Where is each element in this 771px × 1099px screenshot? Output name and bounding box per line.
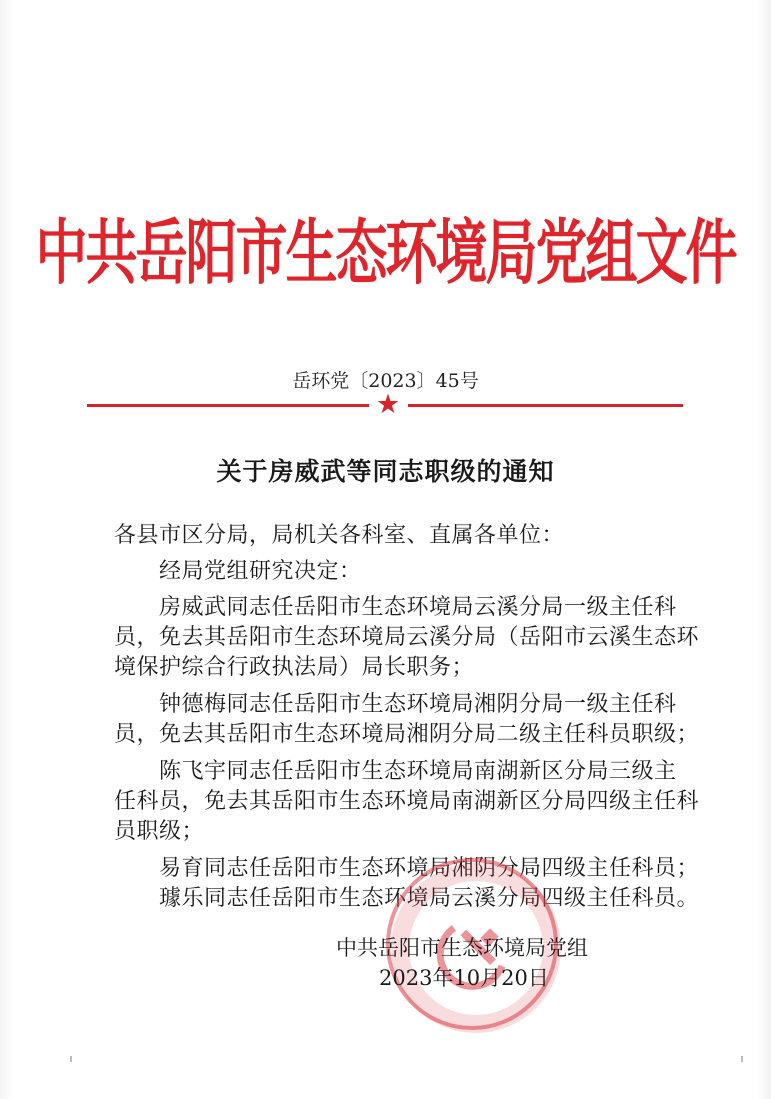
intro-line: 经局党组研究决定： [159, 559, 362, 584]
addressee: 各县市区分局，局机关各科室、直属各单位： [114, 523, 565, 548]
document-header-title: 中共岳阳市生态环境局党组文件 [35, 213, 736, 295]
paragraph-line: 易育同志任岳阳市生态环境局湘阴分局四级主任科员； [159, 856, 700, 881]
paragraph-line: 员，免去其岳阳市生态环境局云溪分局（岳阳市云溪生态环 [114, 625, 700, 650]
paragraph-line: 陈飞宇同志任岳阳市生态环境局南湖新区分局三级主 [159, 759, 677, 784]
red-divider-right [408, 404, 683, 407]
paragraph-line: 任科员，免去其岳阳市生态环境局南湖新区分局四级主任科 [114, 789, 700, 814]
paragraph-line: 钟德梅同志任岳阳市生态环境局湘阴分局一级主任科 [159, 692, 677, 717]
paragraph-line: 房威武同志任岳阳市生态环境局云溪分局一级主任科 [159, 595, 677, 620]
paragraph-line: 境保护综合行政执法局）局长职务； [114, 655, 475, 680]
signature-date: 2023年10月20日 [379, 966, 549, 990]
signature-org: 中共岳阳市生态环境局党组 [336, 936, 588, 960]
red-divider-left [87, 404, 369, 407]
document-number: 岳环党〔2023〕45号 [292, 370, 479, 392]
star-icon: ★ [375, 389, 401, 420]
paragraph-line: 璩乐同志任岳阳市生态环境局云溪分局四级主任科员。 [159, 886, 700, 911]
notice-title: 关于房威武等同志职级的通知 [216, 457, 555, 486]
paragraph-line: 员，免去其岳阳市生态环境局湘阴分局二级主任科员职级； [114, 722, 700, 747]
scan-mark-left [70, 1056, 72, 1062]
paragraph-line: 员职级； [114, 819, 205, 844]
scan-mark-right [741, 1056, 743, 1062]
